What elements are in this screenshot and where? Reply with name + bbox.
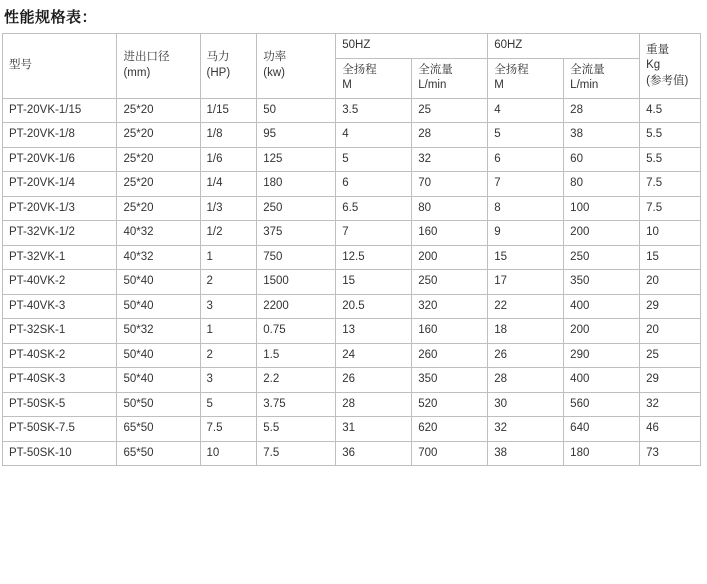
cell-port-diameter: 65*50	[117, 441, 200, 466]
cell-flow-50hz: 620	[412, 417, 488, 442]
cell-flow-60hz: 200	[564, 221, 640, 246]
cell-port-diameter: 40*32	[117, 221, 200, 246]
cell-head-60hz: 6	[488, 147, 564, 172]
cell-flow-60hz: 80	[564, 172, 640, 197]
cell-flow-60hz: 400	[564, 368, 640, 393]
cell-flow-60hz: 28	[564, 98, 640, 123]
cell-horsepower: 1	[200, 319, 257, 344]
cell-flow-50hz: 32	[412, 147, 488, 172]
header-model: 型号	[3, 34, 117, 99]
cell-model: PT-40VK-3	[3, 294, 117, 319]
cell-port-diameter: 40*32	[117, 245, 200, 270]
cell-power: 1500	[257, 270, 336, 295]
cell-horsepower: 1/6	[200, 147, 257, 172]
cell-power: 375	[257, 221, 336, 246]
cell-model: PT-32VK-1	[3, 245, 117, 270]
cell-port-diameter: 50*40	[117, 368, 200, 393]
cell-flow-50hz: 260	[412, 343, 488, 368]
cell-flow-50hz: 28	[412, 123, 488, 148]
cell-port-diameter: 50*40	[117, 343, 200, 368]
table-row	[3, 98, 701, 123]
table-row	[3, 441, 701, 466]
cell-model: PT-50SK-10	[3, 441, 117, 466]
cell-port-diameter: 50*40	[117, 270, 200, 295]
cell-weight: 7.5	[640, 196, 701, 221]
cell-model: PT-50SK-5	[3, 392, 117, 417]
cell-flow-60hz: 560	[564, 392, 640, 417]
header-port-diameter: 进出口径 (mm)	[117, 34, 200, 99]
cell-head-60hz: 4	[488, 98, 564, 123]
cell-power: 7.5	[257, 441, 336, 466]
cell-model: PT-40SK-3	[3, 368, 117, 393]
cell-power: 2200	[257, 294, 336, 319]
cell-flow-60hz: 640	[564, 417, 640, 442]
header-group-60hz: 60HZ	[488, 34, 640, 59]
cell-horsepower: 5	[200, 392, 257, 417]
cell-port-diameter: 25*20	[117, 196, 200, 221]
cell-weight: 4.5	[640, 98, 701, 123]
cell-flow-60hz: 60	[564, 147, 640, 172]
cell-head-50hz: 6	[336, 172, 412, 197]
cell-power: 2.2	[257, 368, 336, 393]
cell-flow-50hz: 160	[412, 319, 488, 344]
cell-horsepower: 1/3	[200, 196, 257, 221]
cell-horsepower: 1/4	[200, 172, 257, 197]
cell-head-50hz: 15	[336, 270, 412, 295]
cell-head-60hz: 38	[488, 441, 564, 466]
cell-head-50hz: 7	[336, 221, 412, 246]
cell-model: PT-20VK-1/8	[3, 123, 117, 148]
cell-power: 1.5	[257, 343, 336, 368]
table-row	[3, 343, 701, 368]
table-row	[3, 123, 701, 148]
cell-flow-50hz: 700	[412, 441, 488, 466]
table-row	[3, 221, 701, 246]
cell-horsepower: 1/2	[200, 221, 257, 246]
cell-head-60hz: 26	[488, 343, 564, 368]
cell-horsepower: 3	[200, 368, 257, 393]
cell-head-50hz: 31	[336, 417, 412, 442]
cell-flow-60hz: 100	[564, 196, 640, 221]
cell-weight: 15	[640, 245, 701, 270]
cell-flow-50hz: 520	[412, 392, 488, 417]
cell-flow-50hz: 160	[412, 221, 488, 246]
header-horsepower: 马力 (HP)	[200, 34, 257, 99]
cell-head-50hz: 13	[336, 319, 412, 344]
cell-head-50hz: 3.5	[336, 98, 412, 123]
cell-horsepower: 1	[200, 245, 257, 270]
cell-head-60hz: 30	[488, 392, 564, 417]
cell-weight: 5.5	[640, 147, 701, 172]
header-flow-60hz: 全流量 L/min	[564, 58, 640, 98]
table-header	[3, 34, 701, 99]
cell-flow-60hz: 350	[564, 270, 640, 295]
cell-head-60hz: 28	[488, 368, 564, 393]
table-row	[3, 245, 701, 270]
cell-flow-60hz: 400	[564, 294, 640, 319]
cell-flow-50hz: 350	[412, 368, 488, 393]
table-row	[3, 196, 701, 221]
cell-model: PT-32VK-1/2	[3, 221, 117, 246]
cell-head-50hz: 20.5	[336, 294, 412, 319]
performance-spec-table	[2, 33, 701, 466]
table-row	[3, 147, 701, 172]
cell-model: PT-40VK-2	[3, 270, 117, 295]
header-flow-50hz: 全流量 L/min	[412, 58, 488, 98]
cell-model: PT-20VK-1/15	[3, 98, 117, 123]
cell-port-diameter: 50*40	[117, 294, 200, 319]
cell-horsepower: 2	[200, 270, 257, 295]
cell-weight: 46	[640, 417, 701, 442]
cell-head-60hz: 5	[488, 123, 564, 148]
cell-head-50hz: 4	[336, 123, 412, 148]
cell-head-60hz: 32	[488, 417, 564, 442]
cell-power: 125	[257, 147, 336, 172]
table-row	[3, 368, 701, 393]
cell-port-diameter: 25*20	[117, 98, 200, 123]
cell-port-diameter: 25*20	[117, 123, 200, 148]
cell-power: 50	[257, 98, 336, 123]
cell-head-60hz: 18	[488, 319, 564, 344]
cell-head-60hz: 8	[488, 196, 564, 221]
cell-weight: 20	[640, 319, 701, 344]
cell-flow-60hz: 200	[564, 319, 640, 344]
cell-head-50hz: 26	[336, 368, 412, 393]
header-weight: 重量 Kg (参考值)	[640, 34, 701, 99]
cell-flow-50hz: 200	[412, 245, 488, 270]
cell-head-50hz: 28	[336, 392, 412, 417]
cell-flow-60hz: 290	[564, 343, 640, 368]
cell-horsepower: 3	[200, 294, 257, 319]
cell-head-60hz: 17	[488, 270, 564, 295]
cell-head-60hz: 9	[488, 221, 564, 246]
cell-flow-50hz: 25	[412, 98, 488, 123]
cell-head-50hz: 36	[336, 441, 412, 466]
header-head-60hz: 全扬程 M	[488, 58, 564, 98]
cell-port-diameter: 65*50	[117, 417, 200, 442]
cell-weight: 10	[640, 221, 701, 246]
cell-model: PT-20VK-1/6	[3, 147, 117, 172]
page-title: 性能规格表：	[4, 9, 98, 26]
cell-port-diameter: 25*20	[117, 147, 200, 172]
table-row	[3, 294, 701, 319]
cell-weight: 73	[640, 441, 701, 466]
cell-horsepower: 1/8	[200, 123, 257, 148]
cell-port-diameter: 50*50	[117, 392, 200, 417]
cell-flow-60hz: 180	[564, 441, 640, 466]
cell-weight: 29	[640, 294, 701, 319]
cell-model: PT-40SK-2	[3, 343, 117, 368]
cell-horsepower: 1/15	[200, 98, 257, 123]
cell-weight: 32	[640, 392, 701, 417]
cell-horsepower: 2	[200, 343, 257, 368]
cell-head-60hz: 15	[488, 245, 564, 270]
cell-power: 3.75	[257, 392, 336, 417]
cell-flow-50hz: 70	[412, 172, 488, 197]
table-row	[3, 392, 701, 417]
table-row	[3, 417, 701, 442]
cell-model: PT-20VK-1/3	[3, 196, 117, 221]
header-head-50hz: 全扬程 M	[336, 58, 412, 98]
header-power: 功率 (kw)	[257, 34, 336, 99]
cell-flow-50hz: 80	[412, 196, 488, 221]
table-body	[3, 98, 701, 466]
cell-head-50hz: 24	[336, 343, 412, 368]
header-group-50hz: 50HZ	[336, 34, 488, 59]
cell-horsepower: 10	[200, 441, 257, 466]
cell-power: 250	[257, 196, 336, 221]
cell-power: 95	[257, 123, 336, 148]
cell-weight: 5.5	[640, 123, 701, 148]
cell-power: 180	[257, 172, 336, 197]
cell-model: PT-32SK-1	[3, 319, 117, 344]
table-row	[3, 319, 701, 344]
cell-head-50hz: 12.5	[336, 245, 412, 270]
cell-flow-60hz: 38	[564, 123, 640, 148]
table-row	[3, 172, 701, 197]
cell-model: PT-50SK-7.5	[3, 417, 117, 442]
table-row	[3, 270, 701, 295]
cell-port-diameter: 50*32	[117, 319, 200, 344]
cell-flow-50hz: 320	[412, 294, 488, 319]
cell-head-50hz: 6.5	[336, 196, 412, 221]
cell-head-60hz: 7	[488, 172, 564, 197]
cell-weight: 25	[640, 343, 701, 368]
cell-power: 0.75	[257, 319, 336, 344]
cell-port-diameter: 25*20	[117, 172, 200, 197]
cell-model: PT-20VK-1/4	[3, 172, 117, 197]
cell-horsepower: 7.5	[200, 417, 257, 442]
cell-weight: 20	[640, 270, 701, 295]
cell-power: 750	[257, 245, 336, 270]
cell-head-50hz: 5	[336, 147, 412, 172]
cell-power: 5.5	[257, 417, 336, 442]
cell-flow-60hz: 250	[564, 245, 640, 270]
cell-flow-50hz: 250	[412, 270, 488, 295]
header-row-groups	[3, 34, 701, 59]
cell-weight: 7.5	[640, 172, 701, 197]
cell-weight: 29	[640, 368, 701, 393]
cell-head-60hz: 22	[488, 294, 564, 319]
